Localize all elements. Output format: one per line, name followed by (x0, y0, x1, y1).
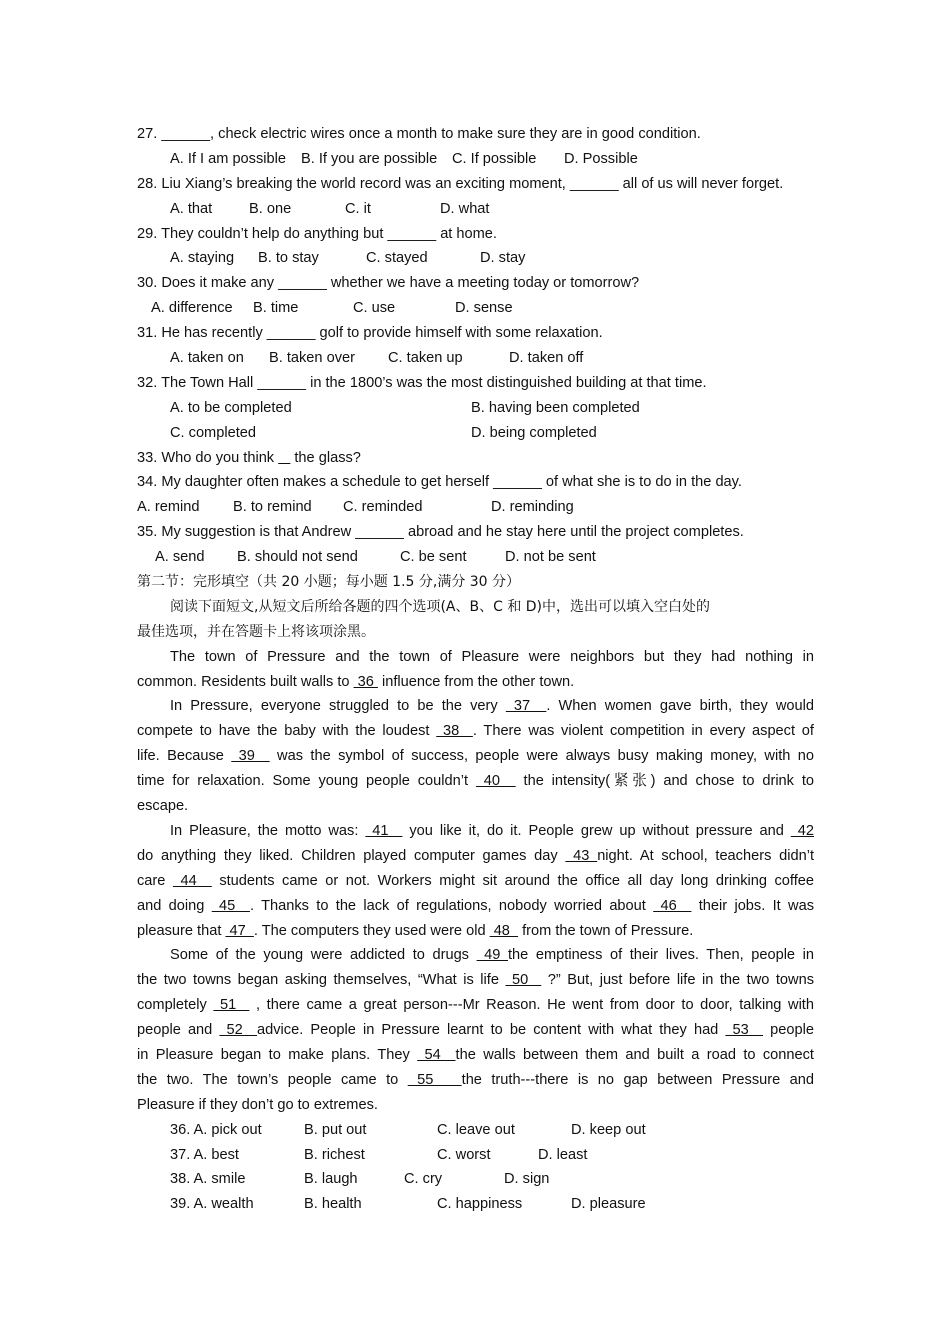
blank (278, 450, 290, 466)
answer-37-options (137, 1143, 814, 1168)
option-c: C. it (345, 200, 371, 217)
blank-45: 45 (211, 897, 250, 914)
option-a: A. difference (151, 300, 233, 317)
passage-line: and doing 45 . Thanks to the lack of regulations, nobody worried about 46 their jobs. It was (137, 897, 814, 914)
option-d: D. Possible (564, 150, 638, 167)
passage-line: In Pleasure, the motto was: 41 you like it, do it. People grew up without pressure and 42 (170, 822, 814, 839)
question-28-options (137, 197, 814, 222)
passage-line: compete to have the baby with the loudest 38 . There was violent competition in every aspect of (137, 723, 814, 740)
option-c: C. worst (437, 1146, 491, 1163)
option-c: C. completed (170, 424, 256, 441)
blank-47: 47 (225, 922, 254, 939)
option-c: C. stayed (366, 250, 428, 267)
option-c: C. be sent (400, 549, 467, 566)
passage-line: life. Because 39 was the symbol of success, people were always busy making money, with no (137, 748, 814, 765)
answer-38-options (137, 1167, 814, 1192)
passage-line: In Pressure, everyone struggled to be the very 37 . When women gave birth, they would (170, 698, 814, 715)
option-a: A. taken on (170, 350, 244, 367)
blank-53: 53 (725, 1022, 764, 1039)
answer-39-options (137, 1192, 814, 1217)
option-b: B. put out (304, 1121, 367, 1138)
question-33-stem: 33. Who do you think the glass? (137, 449, 361, 466)
answer-36-options (137, 1118, 814, 1143)
option-a: 39. A. wealth (170, 1196, 254, 1213)
passage-line: in Pleasure began to make plans. They 54 the walls between them and built a road to connect (137, 1046, 814, 1063)
blank-41: 41 (365, 822, 403, 839)
blank-52: 52 (219, 1022, 258, 1039)
passage-line: pleasure that 47 . The computers they used were old 48 from the town of Pressure. (137, 922, 694, 939)
blank-51: 51 (213, 997, 250, 1014)
option-a: A. to be completed (170, 399, 292, 416)
blank-36: 36 (353, 673, 378, 690)
option-b: B. richest (304, 1146, 365, 1163)
option-c: C. use (353, 300, 396, 317)
option-d: D. sign (504, 1171, 550, 1188)
question-35-stem: 35. My suggestion is that Andrew ______ abroad and he stay here until the project completes. (137, 524, 744, 541)
option-a: A. If I am possible (170, 150, 286, 167)
question-31-options (137, 346, 814, 371)
blank-44: 44 (172, 872, 212, 889)
blank-46: 46 (653, 897, 692, 914)
option-b: B. taken over (269, 350, 355, 367)
question-32-options-row1 (137, 396, 814, 421)
option-d: D. being completed (471, 424, 597, 441)
passage-line: completely 51 , there came a great person---Mr Reason. He went from door to door, talking with (137, 997, 814, 1014)
blank-48: 48 (489, 922, 519, 939)
question-34-stem: 34. My daughter often makes a schedule to get herself ______ of what she is to do in the day. (137, 474, 742, 491)
question-31-stem: 31. He has recently ______ golf to provide himself with some relaxation. (137, 325, 603, 342)
passage-line: care 44 students came or not. Workers might sit around the office all day long drinking coffee (137, 872, 814, 889)
option-d: D. taken off (509, 350, 584, 367)
option-c: C. cry (404, 1171, 443, 1188)
option-b: B. time (253, 300, 299, 317)
question-30-stem: 30. Does it make any ______ whether we have a meeting today or tomorrow? (137, 275, 640, 292)
option-d: D. sense (455, 300, 513, 317)
option-b: B. to remind (233, 499, 312, 516)
question-30-options (137, 296, 814, 321)
option-b: B. health (304, 1196, 362, 1213)
question-32-options-row2 (137, 421, 814, 446)
option-a: A. remind (137, 499, 200, 516)
option-c: C. If possible (452, 150, 537, 167)
option-b: B. one (249, 200, 292, 217)
option-a: 37. A. best (170, 1146, 239, 1163)
passage-line: time for relaxation. Some young people couldn’t 40 the intensity(紧张) and chose to drink to (137, 773, 814, 790)
option-d: D. reminding (491, 499, 574, 516)
option-c: C. happiness (437, 1196, 523, 1213)
blank-37: 37 (505, 698, 547, 715)
blank-55: 55 (407, 1071, 462, 1088)
option-d: D. keep out (571, 1121, 646, 1138)
option-d: D. what (440, 200, 490, 217)
option-d: D. not be sent (505, 549, 596, 566)
question-29-options (137, 246, 814, 271)
passage-line: escape. (137, 798, 189, 815)
passage-line: common. Residents built walls to 36 influence from the other town. (137, 673, 575, 690)
question-34-options (137, 495, 814, 520)
section-instruction-line2: 最佳选项，并在答题卡上将该项涂黑。 (137, 623, 375, 640)
passage-line: Pleasure if they don’t go to extremes. (137, 1096, 378, 1113)
blank-40: 40 (475, 773, 516, 790)
question-29-stem: 29. They couldn’t help do anything but ______ at home. (137, 225, 497, 242)
blank-38: 38 (436, 723, 473, 740)
blank-54: 54 (417, 1046, 456, 1063)
option-b: B. should not send (237, 549, 358, 566)
passage-line: The town of Pressure and the town of Pleasure were neighbors but they had nothing in (170, 648, 814, 665)
blank-42: 42 (790, 822, 814, 839)
option-d: D. least (538, 1146, 588, 1163)
question-27-stem: 27. ______, check electric wires once a month to make sure they are in good condition. (137, 126, 701, 142)
question-32-stem: 32. The Town Hall ______ in the 1800’s was the most distinguished building at that time. (137, 374, 707, 391)
passage-line: Some of the young were addicted to drugs 49 the emptiness of their lives. Then, people in (170, 947, 814, 964)
section-instruction-line1: 阅读下面短文,从短文后所给各题的四个选项(A、B、C 和 D)中，选出可以填入空白处的 (170, 598, 711, 615)
option-c: C. leave out (437, 1121, 515, 1138)
question-35-options (137, 545, 814, 570)
blank-43: 43 (565, 847, 598, 864)
exam-page (137, 122, 814, 1217)
option-b: B. to stay (258, 250, 319, 267)
question-28-stem: 28. Liu Xiang’s breaking the world record was an exciting moment, ______ all of us will never forget. (137, 175, 784, 192)
blank-39: 39 (231, 748, 270, 765)
option-a: 36. A. pick out (170, 1121, 262, 1138)
passage-line: the two towns began asking themselves, “What is life 50 ?” But, just before life in the two towns (137, 972, 814, 989)
option-d: D. pleasure (571, 1196, 646, 1213)
blank-49: 49 (476, 947, 508, 964)
option-c: C. reminded (343, 499, 423, 516)
blank-50: 50 (505, 972, 542, 989)
question-27-options (137, 147, 814, 172)
option-b: B. having been completed (471, 399, 640, 416)
option-d: D. stay (480, 250, 526, 267)
option-b: B. laugh (304, 1171, 358, 1188)
option-b: B. If you are possible (301, 150, 438, 167)
passage-line: people and 52 advice. People in Pressure learnt to be content with what they had 53 people (137, 1022, 814, 1039)
passage-line: the two. The town’s people came to 55 the truth---there is no gap between Pressure and (137, 1071, 814, 1088)
option-a: A. that (170, 200, 213, 217)
passage-line: do anything they liked. Children played computer games day 43 night. At school, teachers didn’t (137, 847, 814, 864)
section-title: 第二节：完形填空（共 20 小题；每小题 1.5 分,满分 30 分） (137, 574, 521, 591)
option-a: 38. A. smile (170, 1171, 246, 1188)
option-a: A. send (155, 549, 205, 566)
option-c: C. taken up (388, 350, 463, 367)
option-a: A. staying (170, 250, 235, 267)
